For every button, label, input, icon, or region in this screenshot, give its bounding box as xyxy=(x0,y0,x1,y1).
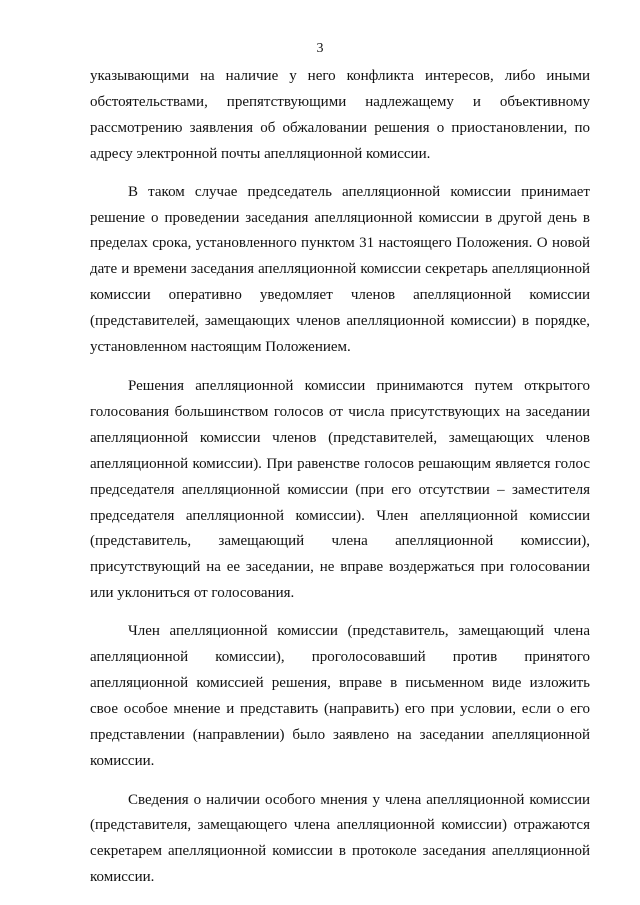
paragraph-1: указывающими на наличие у него конфликта интересов, либо иными обстоятельствами, препятствующими надлежащему и объективному рассмотрению заявления об обжаловании решения о приостановлении, по адресу электронной почты апелляционной комиссии. xyxy=(90,68,590,162)
paragraph-4: Член апелляционной комиссии (представитель, замещающий члена апелляционной комиссии), проголосовавший против принятого апелляционной комиссией решения, вправе в письменном виде изложить свое особое мнение и представить (направить) его при условии, если о его представлении (направлении) было заявлено на заседании апелляционной комиссии. xyxy=(90,623,590,769)
document-body xyxy=(90,64,590,891)
paragraph-3: Решения апелляционной комиссии принимаются путем открытого голосования большинством голосов от числа присутствующих на заседании апелляционной комиссии членов (представителей, замещающих членов апелляционной комиссии). При равенстве голосов решающим является голос председателя апелляционной комиссии (при его отсутствии – заместителя председателя апелляционной комиссии). Член апелляционной комиссии (представитель, замещающий члена апелляционной комиссии), присутствующий на ее заседании, не вправе воздержаться при голосовании или уклониться от голосования. xyxy=(90,377,590,602)
page-number: 3 xyxy=(316,41,324,56)
paragraph-2: В таком случае председатель апелляционной комиссии принимает решение о проведении заседания апелляционной комиссии в другой день в пределах срока, установленного пунктом 31 настоящего Положения. О новой дате и времени заседания апелляционной комиссии секретарь апелляционной комиссии оперативно уведомляет членов апелляционной комиссии (представителей, замещающих членов апелляционной комиссии) в порядке, установленном настоящим Положением. xyxy=(90,183,590,356)
paragraph-5: Сведения о наличии особого мнения у члена апелляционной комиссии (представителя, замещающего члена апелляционной комиссии) отражаются секретарем апелляционной комиссии в протоколе заседания апелляционной комиссии. xyxy=(90,791,590,886)
